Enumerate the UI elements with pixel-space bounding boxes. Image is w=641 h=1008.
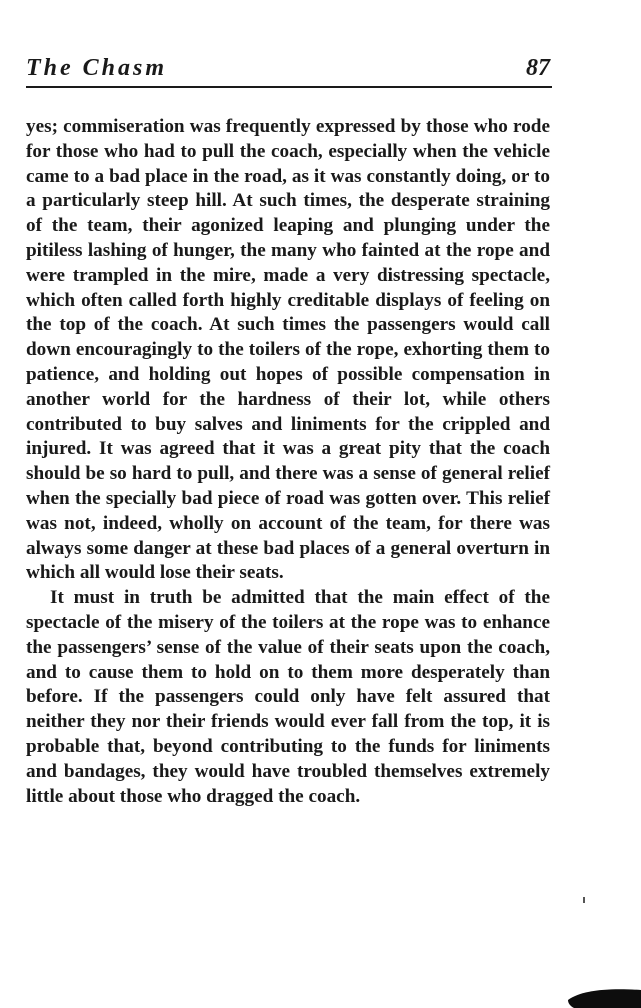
page-curl-shadow bbox=[568, 982, 641, 1008]
paragraph: It must in truth be admitted that the main effect of the spectacle of the misery of the toilers at the rope was to enhance the passengers’ sense of the value of their seats upon the coach, and to cause them to hold on to them more desperately than before. If the passengers could only have felt assured that neither they nor their friends would ever fall from the top, it is probable that, beyond contributing to the funds for liniments and bandages, they would have troubled themselves extremely little about those who dragged the coach. bbox=[26, 587, 550, 807]
running-head bbox=[26, 52, 550, 84]
header-rule bbox=[26, 86, 552, 88]
page-number: 87 bbox=[526, 55, 550, 81]
ink-speck bbox=[583, 897, 585, 903]
body-text bbox=[26, 115, 550, 809]
paragraph: yes; commiseration was frequently expressed by those who rode for those who had to pull the coach, especially when the vehicle came to a bad place in the road, as it was constantly doing, or to a particularly steep hill. At such times, the desperate straining of the team, their agonized leaping and plunging under the pitiless lashing of hunger, the many who fainted at the rope and were trampled in the mire, made a very distressing spectacle, which often called forth highly creditable displays of feeling on the top of the coach. At such times the passengers would call down encouragingly to the toilers of the rope, exhorting them to patience, and holding out hopes of possible compensation in another world for the hardness of their lot, while others contributed to buy salves and liniments for the crippled and injured. It was agreed that it was a great pity that the coach should be so hard to pull, and there was a sense of general relief when the specially bad piece of road was gotten over. This relief was not, indeed, wholly on account of the team, for there was always some danger at these bad places of a general overturn in which all would lose their seats. bbox=[26, 116, 550, 584]
running-title: The Chasm bbox=[26, 55, 168, 81]
